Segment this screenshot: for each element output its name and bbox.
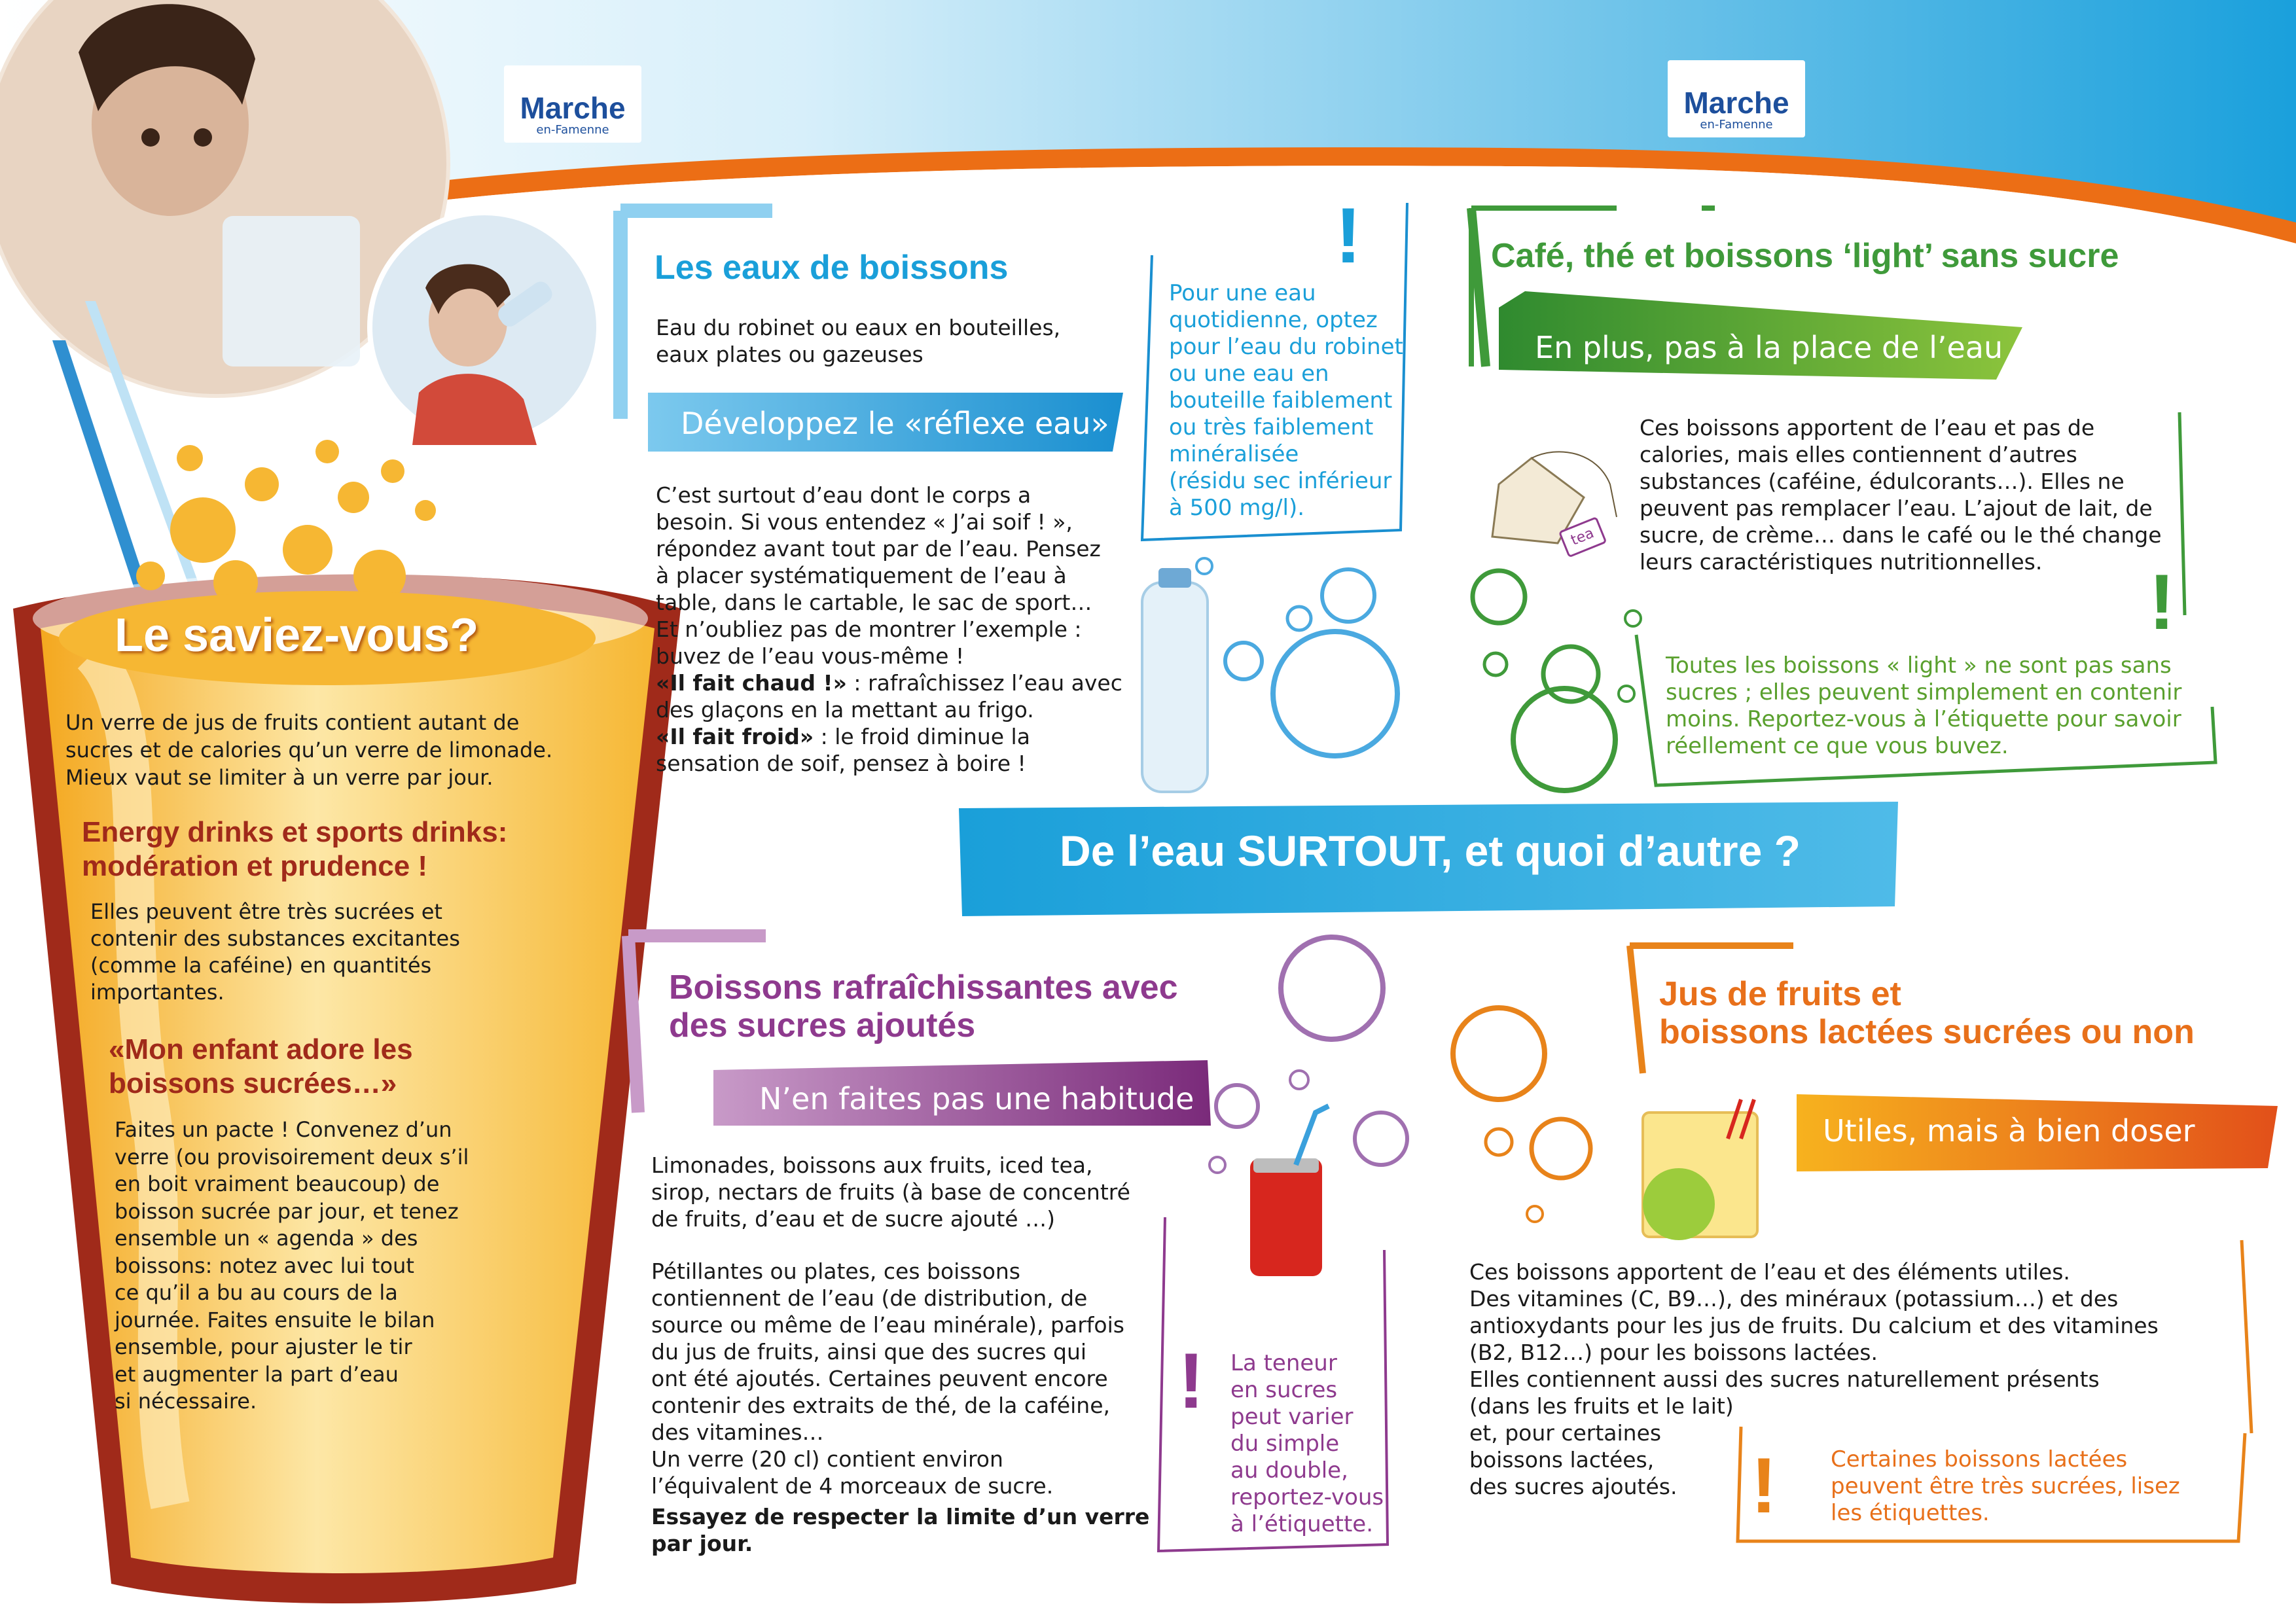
kid-title: «Mon enfant adore les boissons sucrées…» [109, 1033, 413, 1099]
eaux-body: C’est surtout d’eau dont le corps a besoin. Si vous entendez « J’ai soif ! », répondez avant tout par de l’eau. Pensez à placer systématiquement de l’eau à table, dans le cartable, le sac de sport… Et n’oubliez pas de montrer l’exemple : buvez de l’eau vous-même ! [656, 482, 1101, 669]
rafr-body: Pétillantes ou plates, ces boissons contiennent de l’eau (de distribution, de source ou même de l’eau minérale), parfois du jus de fruits, ainsi que des sucres qui ont été ajoutés. Certaines peuvent encore contenir des extraits de thé, de la caféine, des vitamines… Un verre (20 cl) contient environ l’équivalent de 4 morceaux de sucre. [651, 1258, 1124, 1499]
cup-intro: Un verre de jus de fruits contient autant de sucres et de calories qu’un verre de limonade. Mieux vaut se limiter à un verre par jour. [65, 710, 553, 790]
energy-drinks-text: Elles peuvent être très sucrées et contenir des substances excitantes (comme la caféine) en quantités importantes. [90, 899, 460, 1005]
jus-title: Jus de fruits et boissons lactées sucrées ou non [1659, 975, 2195, 1051]
rafr-bar: N’en faites pas une habitude [759, 1081, 1194, 1116]
cafe-tip: Toutes les boissons « light » ne sont pas sans sucres ; elles peuvent simplement en contenir moins. Reportez-vous à l’étiquette pour savoir réellement ce que vous buvez. [1666, 652, 2182, 759]
eaux-intro: Eau du robinet ou eaux en bouteilles, eaux plates ou gazeuses [656, 315, 1061, 367]
logo-name: Marche [520, 91, 626, 125]
chaud-label: «Il fait chaud !» [656, 670, 847, 696]
cup-title: Le saviez-vous? [115, 609, 479, 662]
energy-drinks-title: Energy drinks et sports drinks: modération et prudence ! [82, 816, 508, 882]
logo-name: Marche [1683, 86, 1789, 120]
logo-subtitle: en-Famenne [536, 123, 609, 137]
jus-tip: Certaines boissons lactées peuvent être très sucrées, lisez les étiquettes. [1831, 1446, 2180, 1526]
eaux-tip: Pour une eau quotidienne, optez pour l’eau du robinet ou une eau en bouteille faiblement ou très faiblement minéralisée (résidu sec inférieur à 500 mg/l). [1169, 280, 1403, 521]
rafr-title: Boissons rafraîchissantes avec des sucres ajoutés [669, 969, 1178, 1044]
froid-text: : le froid diminue la sensation de soif, pensez à boire ! [656, 724, 1030, 776]
rafr-tip: La teneur en sucres peut varier du simple au double, reportez-vous à l’étiquette. [1230, 1350, 1384, 1537]
exclamation-icon: ! [2149, 558, 2175, 646]
chaud-text: : rafraîchissez l’eau avec des glaçons en la mettant au frigo. [656, 670, 1122, 722]
logo-subtitle: en-Famenne [1700, 118, 1773, 132]
marche-logo [1668, 60, 1805, 137]
exclamation-icon: ! [1178, 1337, 1204, 1425]
eaux-bar: Développez le «réflexe eau» [681, 406, 1109, 441]
exclamation-icon: ! [1335, 192, 1361, 279]
rafr-intro: Limonades, boissons aux fruits, iced tea, sirop, nectars de fruits (à base de concentré de fruits, d’eau et de sucre ajouté …) [651, 1152, 1130, 1232]
cafe-bar: En plus, pas à la place de l’eau [1535, 330, 2003, 365]
jus-bar: Utiles, mais à bien doser [1823, 1113, 2195, 1149]
cafe-body: Ces boissons apportent de l’eau et pas de calories, mais elles contiennent d’autres substances (caféine, édulcorants…). Elles ne peuvent pas remplacer l’eau. L’ajout de lait, de sucre, de crème… dans le café ou le thé change leurs caractéristiques nutritionnelles. [1640, 415, 2162, 575]
eaux-froid [656, 723, 1030, 777]
tea-tag-label: tea [1568, 525, 1597, 549]
cafe-title: Café, thé et boissons ‘light’ sans sucre [1491, 237, 2119, 275]
marche-logo [504, 65, 641, 143]
froid-label: «Il fait froid» [656, 724, 814, 749]
eaux-chaud [656, 669, 1122, 723]
jus-body: Ces boissons apportent de l’eau et des éléments utiles. Des vitamines (C, B9…), des minéraux (potassium…) et des antioxydants pour les jus de fruits. Du calcium et des vitamines (B2, B12…) pour les boissons lactées. Elles contiennent aussi des sucres naturellement présents (dans les fruits et le lait) et, pour certaines boissons lactées, des sucres ajoutés. [1469, 1259, 2159, 1499]
eaux-title: Les eaux de boissons [655, 249, 1009, 287]
rafr-bold: Essayez de respecter la limite d’un verre par jour. [651, 1504, 1150, 1556]
kid-text: Faites un pacte ! Convenez d’un verre (ou provisoirement deux s’il en boit vraiment beaucoup) de boisson sucrée par jour, et tenez ensemble un « agenda » des boissons: notez avec lui tout ce qu’il a bu au cours de la journée. Faites ensuite le bilan ensemble, pour ajuster le tir et augmenter la part d’eau si nécessaire. [115, 1117, 469, 1414]
main-banner: De l’eau SURTOUT, et quoi d’autre ? [1060, 827, 1801, 875]
exclamation-icon: ! [1751, 1442, 1777, 1529]
